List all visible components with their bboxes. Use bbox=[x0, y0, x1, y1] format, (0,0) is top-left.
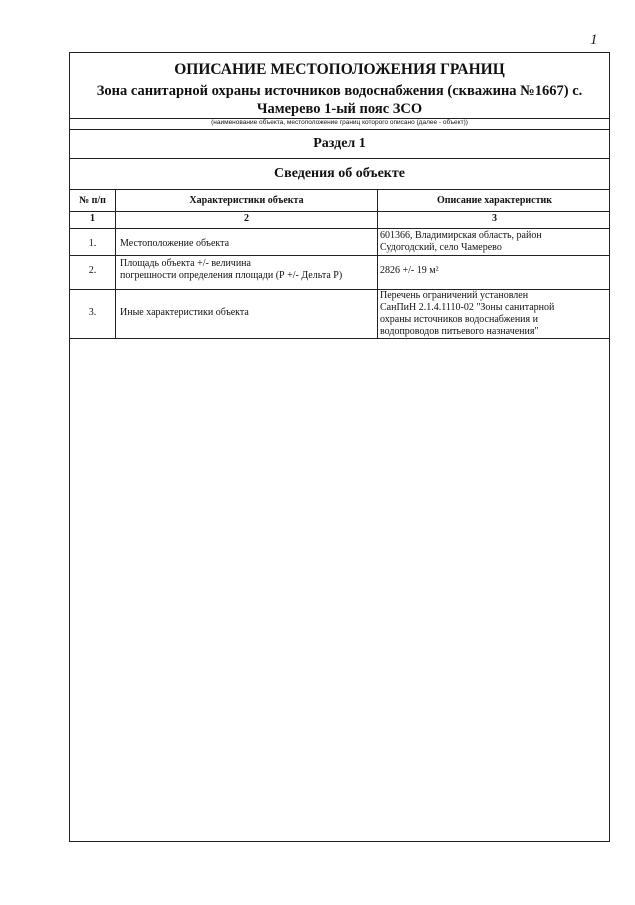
characteristics-table bbox=[70, 189, 609, 339]
row-characteristic: Местоположение объекта bbox=[120, 238, 230, 249]
row-description: 601366, Владимирская область, район Судогодский, село Чамерево bbox=[380, 230, 542, 253]
column-header-characteristic: Характеристики объекта bbox=[189, 195, 304, 206]
object-caption: (наименование объекта, местоположение границ которого описано (далее - объект)) bbox=[211, 119, 468, 126]
section-heading: Сведения об объекте bbox=[274, 166, 405, 181]
document-title: ОПИСАНИЕ МЕСТОПОЛОЖЕНИЯ ГРАНИЦ bbox=[174, 61, 505, 78]
document-frame bbox=[69, 52, 610, 842]
page-number: 1 bbox=[590, 32, 598, 48]
column-header-description: Описание характеристик bbox=[436, 195, 553, 206]
column-number-1: 1 bbox=[90, 213, 95, 224]
divider bbox=[70, 158, 609, 159]
column-number-3: 3 bbox=[492, 213, 497, 224]
row-characteristic: Площадь объекта +/- величина погрешности определения площади (Р +/- Дельта Р) bbox=[120, 258, 343, 281]
object-name-line2: Чамерево 1-ый пояс ЗСО bbox=[256, 101, 423, 117]
column-header-number: № п/п bbox=[79, 195, 106, 206]
column-number-2: 2 bbox=[244, 213, 249, 224]
divider bbox=[70, 129, 609, 130]
row-number: 2. bbox=[88, 265, 97, 276]
section-label: Раздел 1 bbox=[313, 136, 366, 151]
row-description: 2826 +/- 19 м² bbox=[380, 265, 439, 276]
row-number: 3. bbox=[88, 307, 97, 318]
row-number: 1. bbox=[88, 238, 97, 249]
row-characteristic: Иные характеристики объекта bbox=[120, 307, 249, 318]
row-description: Перечень ограничений установлен СанПиН 2.1.4.1110-02 "Зоны санитарной охраны источников водоснабжения и водопроводов питьевого назначения" bbox=[380, 290, 555, 337]
object-name-line1: Зона санитарной охраны источников водоснабжения (скважина №1667) с. bbox=[96, 83, 583, 99]
